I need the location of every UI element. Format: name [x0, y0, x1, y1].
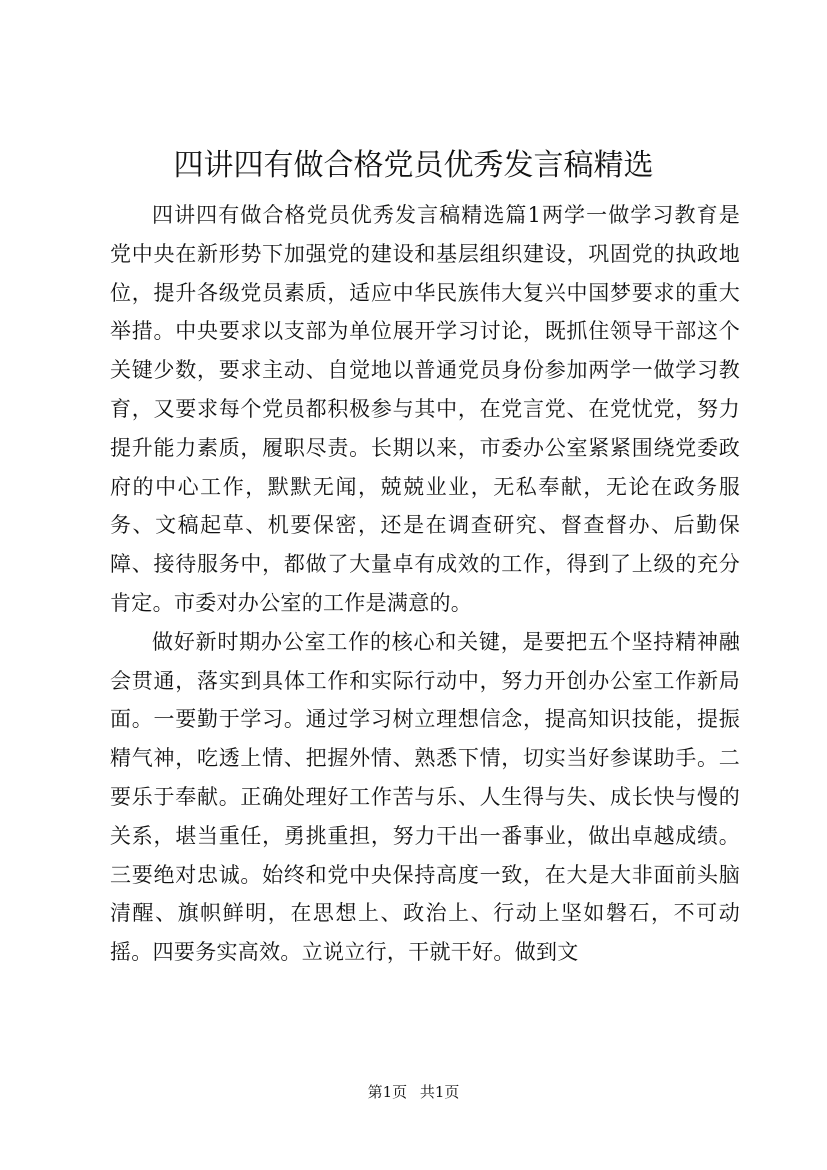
document-body	[110, 196, 740, 972]
page-number: 第1页	[367, 1083, 408, 1101]
paragraph-2: 做好新时期办公室工作的核心和关键，是要把五个坚持精神融会贯通，落实到具体工作和实际行动中，努力开创办公室工作新局面。一要勤于学习。通过学习树立理想信念，提高知识技能，提振精气神，吃透上情、把握外情、熟悉下情，切实当好参谋助手。二要乐于奉献。正确处理好工作苦与乐、人生得与失、成长快与慢的关系，堪当重任，勇挑重担，努力干出一番事业，做出卓越成绩。三要绝对忠诚。始终和党中央保持高度一致，在大是大非面前头脑清醒、旗帜鲜明，在思想上、政治上、行动上坚如磐石，不可动摇。四要务实高效。立说立行，干就干好。做到文	[110, 629, 740, 965]
paragraph-1: 四讲四有做合格党员优秀发言稿精选篇1两学一做学习教育是党中央在新形势下加强党的建设和基层组织建设，巩固党的执政地位，提升各级党员素质，适应中华民族伟大复兴中国梦要求的重大举措。中央要求以支部为单位展开学习讨论，既抓住领导干部这个关键少数，要求主动、自觉地以普通党员身份参加两学一做学习教育，又要求每个党员都积极参与其中，在党言党、在党忧党，努力提升能力素质，履职尽责。长期以来，市委办公室紧紧围绕党委政府的中心工作，默默无闻，兢兢业业，无私奉献，无论在政务服务、文稿起草、机要保密，还是在调查研究、督查督办、后勤保障、接待服务中，都做了大量卓有成效的工作，得到了上级的充分肯定。市委对办公室的工作是满意的。	[110, 203, 740, 615]
page-footer	[0, 1082, 827, 1102]
document-title: 四讲四有做合格党员优秀发言稿精选	[173, 148, 654, 183]
page-total: 共1页	[419, 1083, 460, 1101]
